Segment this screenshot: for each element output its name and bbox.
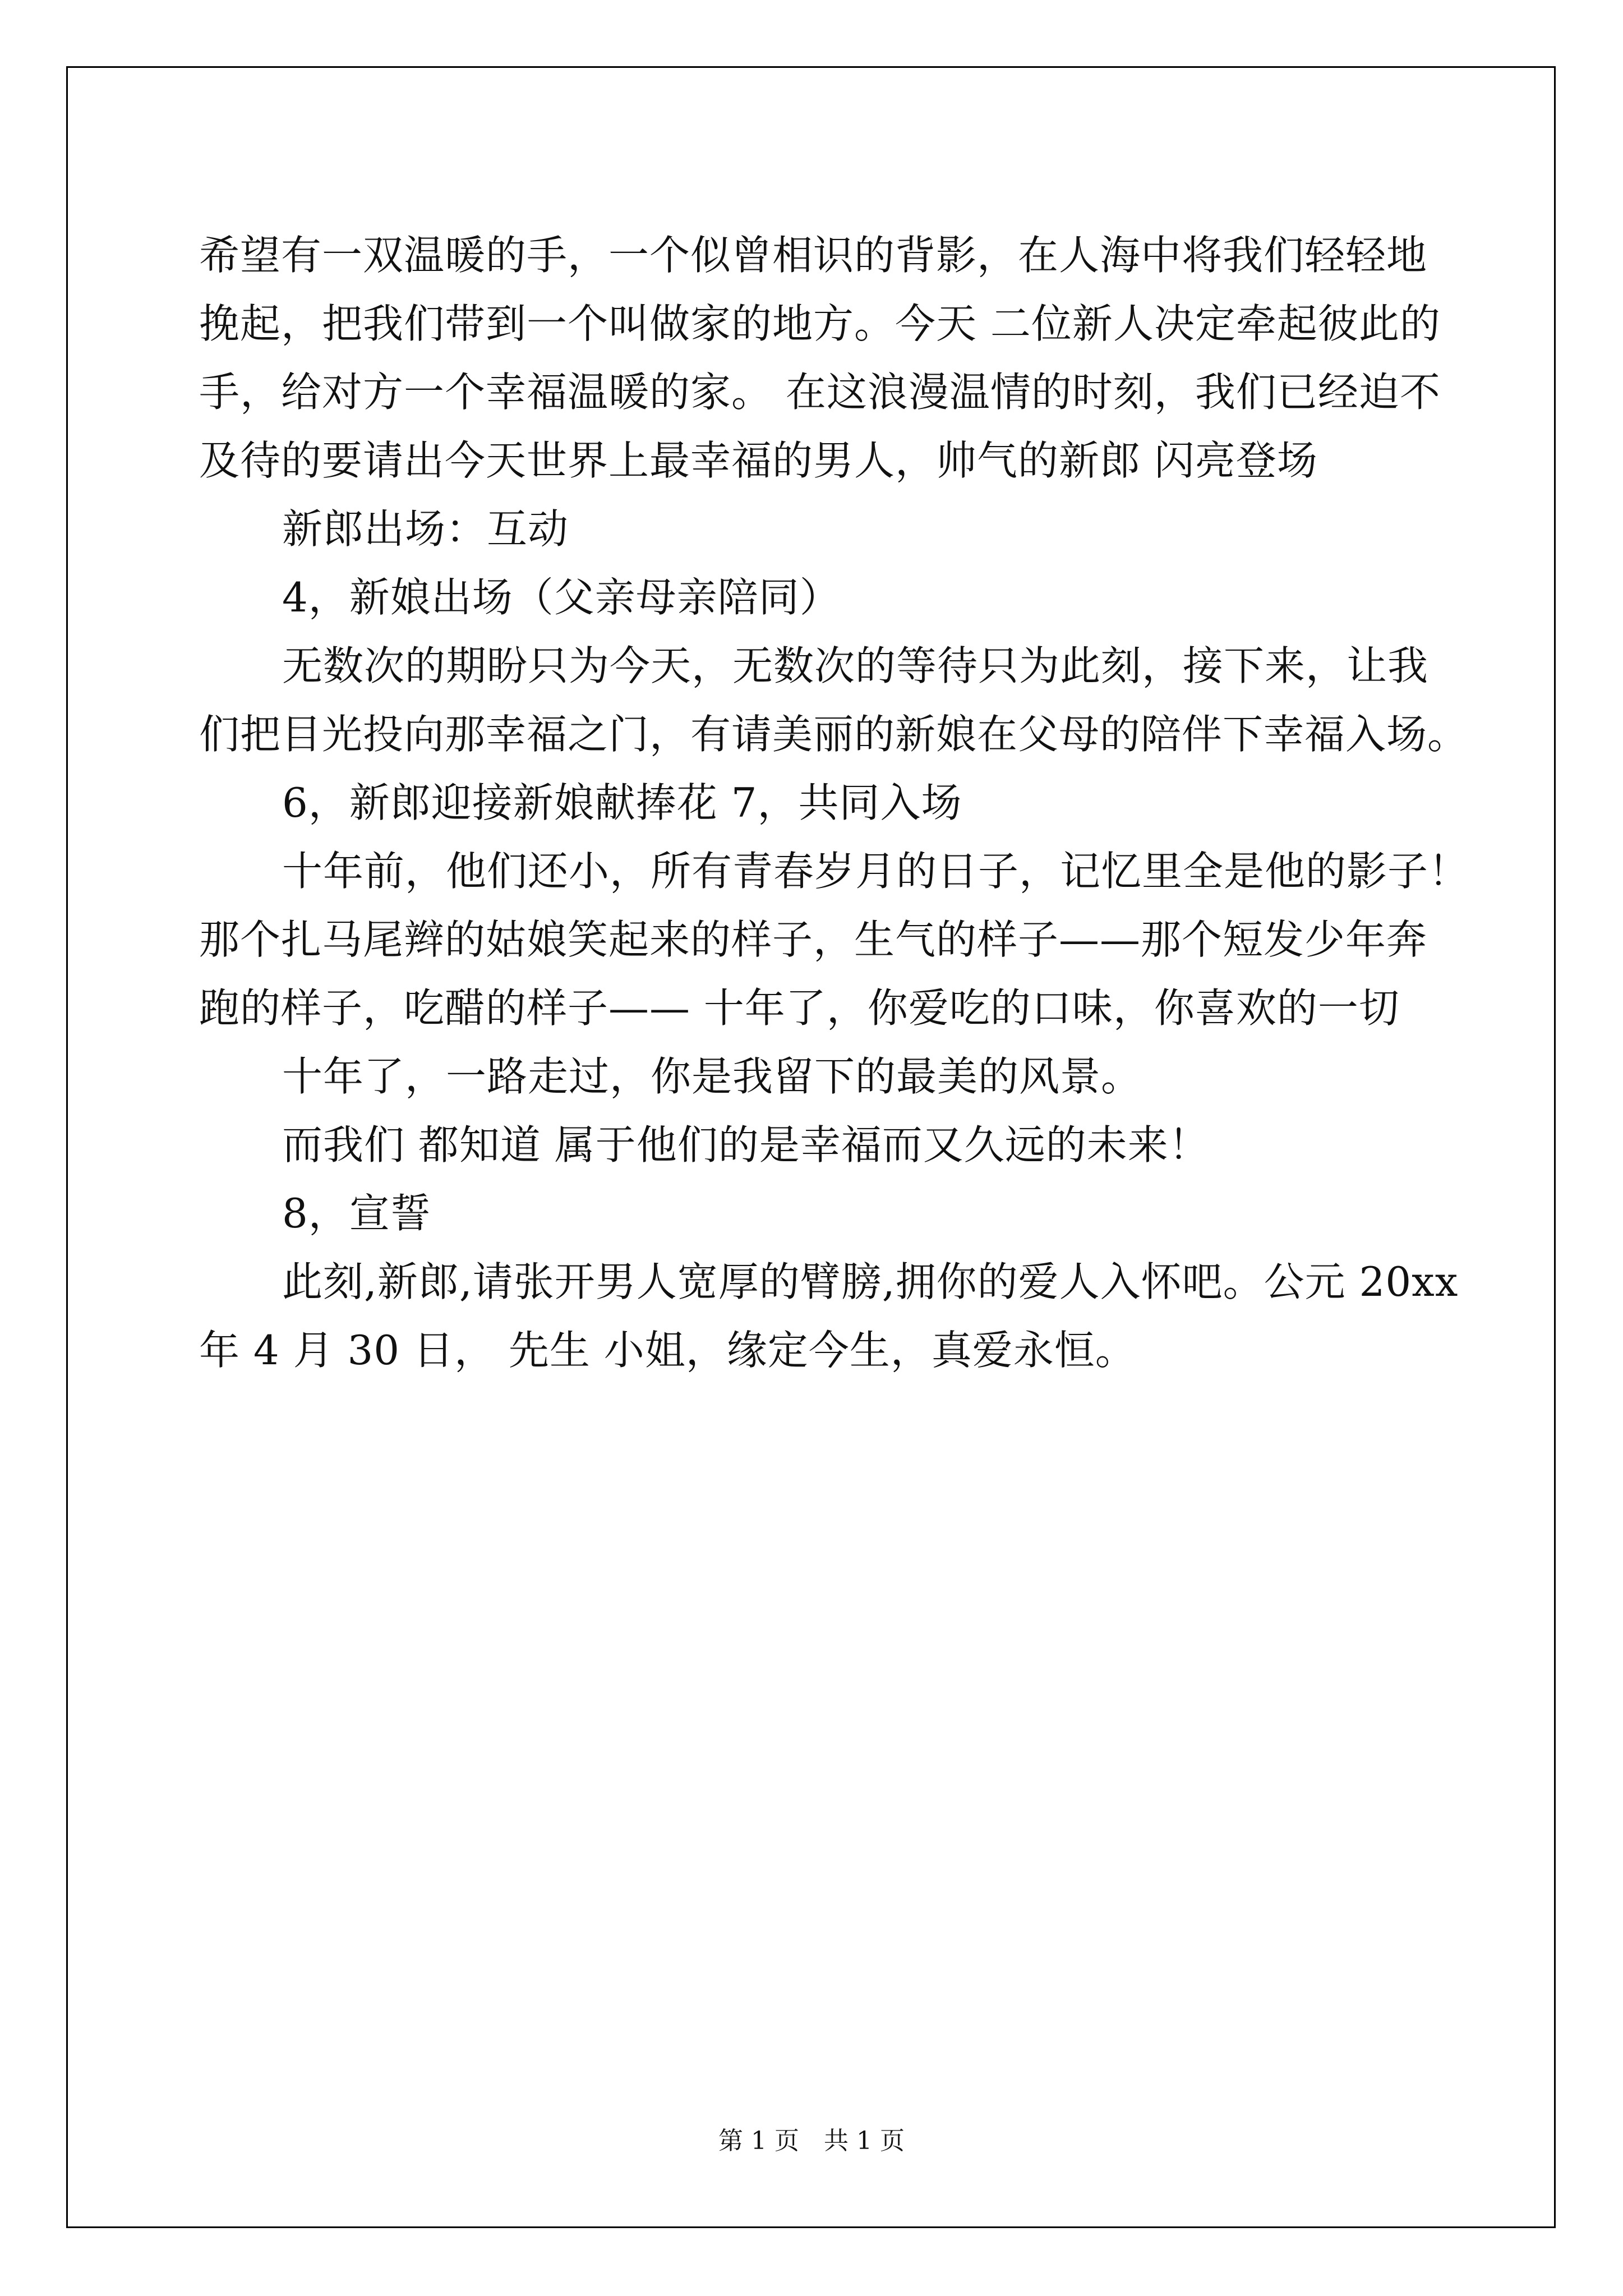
paragraph-line: 十年前，他们还小，所有青春岁月的日子，记忆里全是他的影子！ [282,848,1470,895]
paragraph-line: 而我们 都知道 属于他们的是幸福而又久远的未来！ [282,1121,1210,1168]
paragraph-line: 此刻,新郎,请张开男人宽厚的臂膀,拥你的爱人入怀吧。公元 20xx [282,1258,1459,1305]
paragraph-line: 年 4 月 30 日， 先生 小姐，缘定今生，真爱永恒。 [199,1327,1136,1374]
section-heading: 新郎出场：互动 [282,505,569,553]
paragraph-line: 那个扎马尾辫的姑娘笑起来的样子，生气的样子——那个短发少年奔 [199,916,1428,963]
section-heading: 6，新郎迎接新娘献捧花 7，共同入场 [282,779,962,826]
paragraph-line: 们把目光投向那幸福之门，有请美丽的新娘在父母的陪伴下幸福入场。 [199,711,1469,758]
section-heading: 4，新娘出场（父亲母亲陪同） [282,574,841,621]
paragraph-line: 及待的要请出今天世界上最幸福的男人，帅气的新郎 闪亮登场 [199,437,1318,484]
paragraph-line: 手，给对方一个幸福温暖的家。 在这浪漫温情的时刻，我们已经迫不 [199,369,1441,416]
paragraph-line: 无数次的期盼只为今天，无数次的等待只为此刻，接下来，让我 [282,642,1429,689]
paragraph-line: 希望有一双温暖的手，一个似曾相识的背影，在人海中将我们轻轻地 [199,232,1428,279]
section-heading: 8，宣誓 [282,1190,431,1237]
paragraph-line: 挽起，把我们带到一个叫做家的地方。今天 二位新人决定牵起彼此的 [199,300,1441,347]
paragraph-line: 十年了，一路走过，你是我留下的最美的风景。 [282,1053,1142,1100]
page-footer: 第 1 页 共 1 页 [718,2127,905,2155]
paragraph-line: 跑的样子，吃醋的样子—— 十年了，你爱吃的口味，你喜欢的一切 [199,984,1400,1032]
